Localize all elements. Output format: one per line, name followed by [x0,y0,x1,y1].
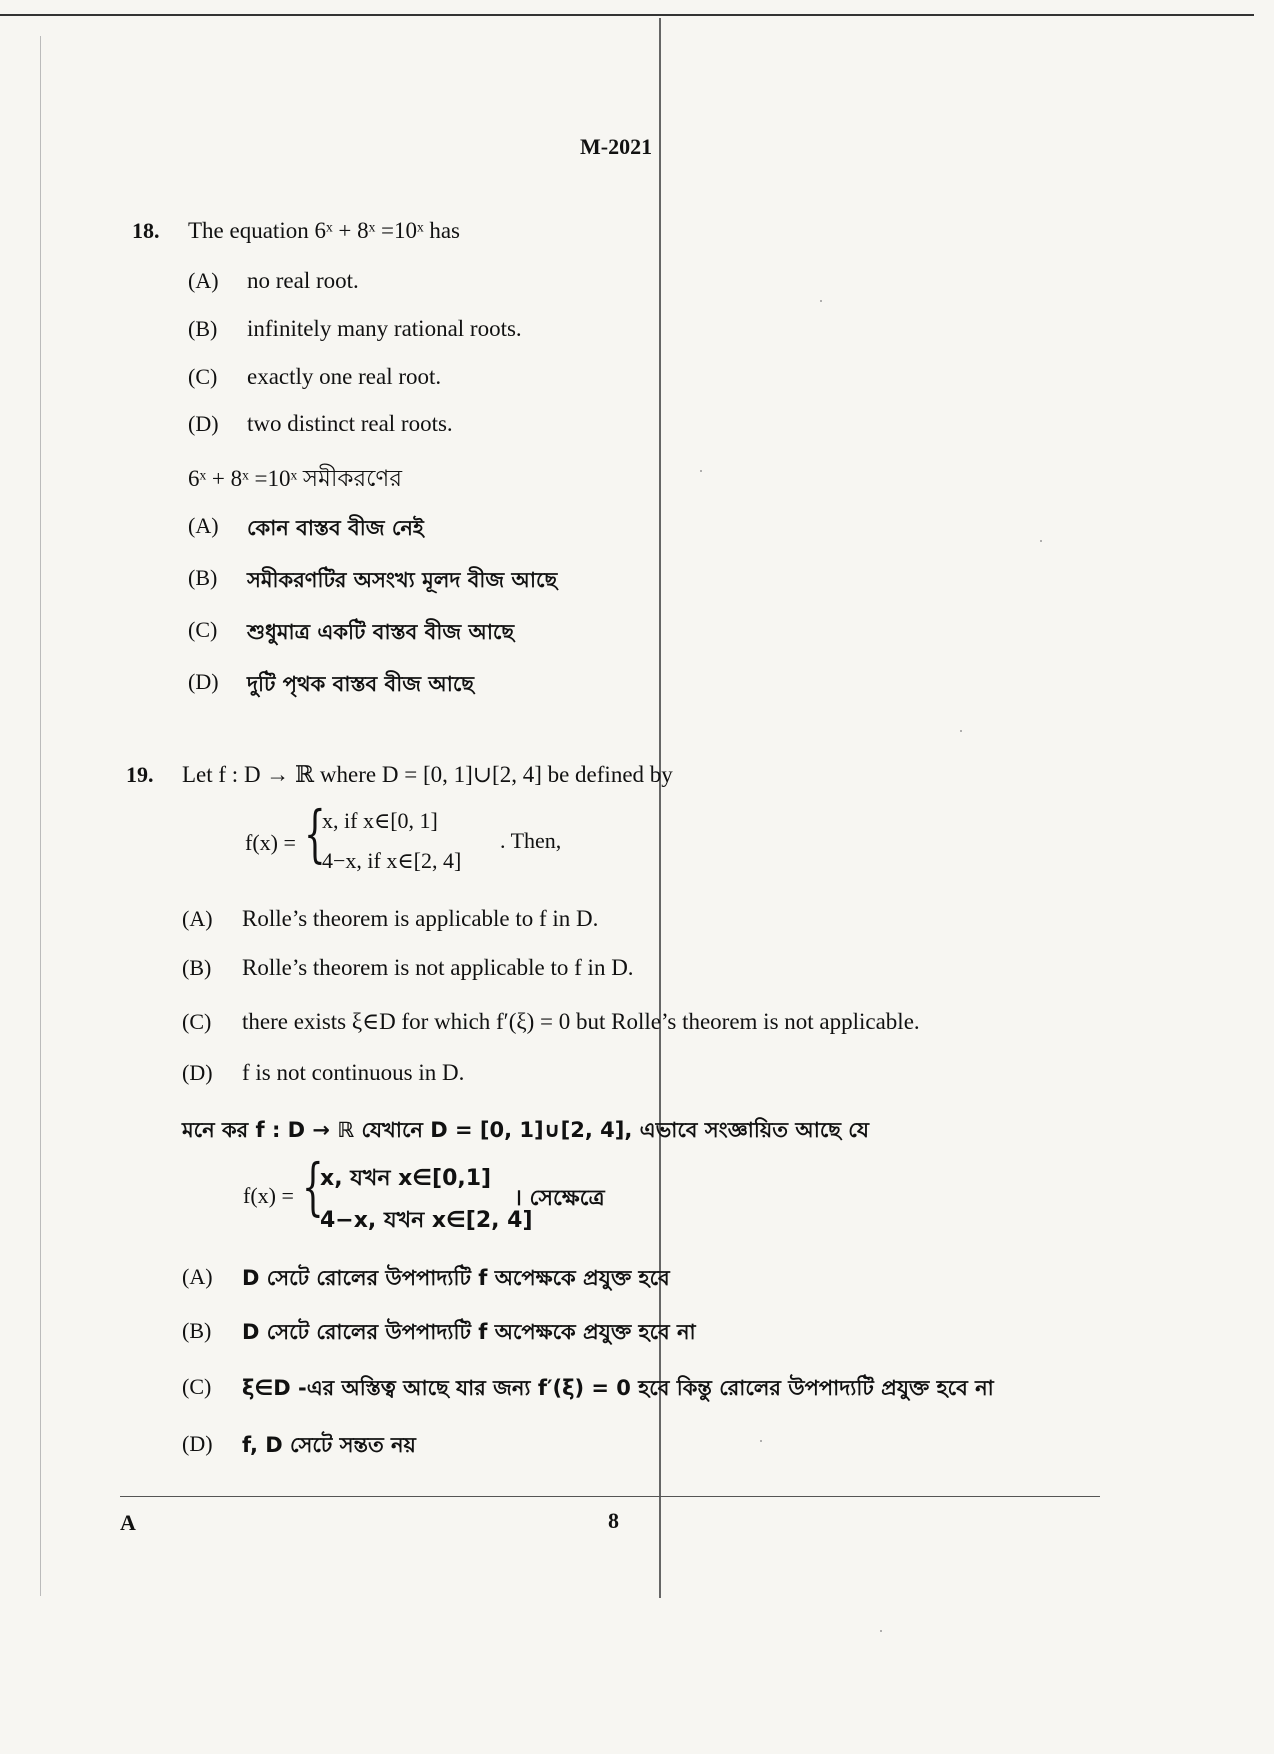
option-label: (B) [182,1318,212,1343]
option-label: (A) [182,1264,213,1289]
option-text: exactly one real root. [247,364,442,389]
case-1: x, যখন x∈[0,1] [320,1166,492,1191]
option-text: there exists ξ∈D for which f′(ξ) = 0 but Rolle’s theorem is not applicable. [242,1009,920,1034]
exam-code: M-2021 [580,134,653,159]
option-label: (C) [182,1009,212,1034]
footer-rule [120,1496,1100,1497]
scan-speck [700,470,702,472]
option-text: infinitely many rational roots. [247,316,522,341]
case-2: 4−x, যখন x∈[2, 4] [320,1208,533,1233]
option-text-bn: D সেটে রোলের উপপাদ্যটি f অপেক্ষকে প্রযুক্ত হবে না [242,1320,696,1344]
option-label: (D) [188,411,219,436]
option-label: (A) [182,906,213,931]
scan-speck [880,1630,882,1632]
option-text: Rolle’s theorem is not applicable to f in D. [242,955,634,980]
option-label: (B) [188,565,218,590]
option-label: (C) [188,617,218,642]
option-label: (A) [188,513,219,538]
option-text: Rolle’s theorem is applicable to f in D. [242,906,599,931]
option-label: (B) [188,316,218,341]
scan-speck [1040,540,1042,542]
option-text-bn: সমীকরণটির অসংখ্য মূলদ বীজ আছে [247,568,558,592]
question-stem-bn: 6ˣ + 8ˣ =10ˣ সমীকরণের [188,466,402,491]
option-text-bn: কোন বাস্তব বীজ নেই [247,516,424,540]
definition-tail: . Then, [500,828,562,853]
option-label: (C) [188,364,218,389]
question-number: 18. [132,218,160,243]
page-number: 8 [608,1508,619,1533]
scan-speck [820,300,822,302]
scan-speck [760,1440,762,1442]
option-label: (D) [182,1060,213,1085]
option-label: (A) [188,268,219,293]
question-stem-en: The equation 6ˣ + 8ˣ =10ˣ has [188,218,461,243]
question-stem-en: Let f : D → ℝ where D = [0, 1]∪[2, 4] be defined by [182,762,673,787]
definition-tail: । সেক্ষেত্রে [514,1186,605,1211]
option-text-bn: দুটি পৃথক বাস্তব বীজ আছে [247,672,474,696]
option-label: (D) [188,669,219,694]
option-text-bn: f, D সেটে সন্তত নয় [242,1433,416,1457]
page-fold-line [659,18,661,1598]
function-lhs: f(x) = [243,1183,294,1208]
function-lhs: f(x) = [245,830,296,855]
question-stem-bn: মনে কর f : D → ℝ যেখানে D = [0, 1]∪[2, 4], এভাবে সংজ্ঞায়িত আছে যে [182,1118,869,1142]
left-brace: { [302,1150,324,1223]
left-margin-line [40,36,41,1596]
option-text: no real root. [247,268,359,293]
top-rule [0,14,1254,16]
option-text: f is not continuous in D. [242,1060,465,1085]
option-text-bn: ξ∈D -এর অস্তিত্ব আছে যার জন্য f′(ξ) = 0 হবে কিন্তু রোলের উপপাদ্যটি প্রযুক্ত হবে না [242,1376,994,1400]
scan-speck [960,730,962,732]
option-label: (B) [182,955,212,980]
case-2: 4−x, if x∈[2, 4] [322,848,462,873]
case-1: x, if x∈[0, 1] [322,808,438,833]
option-text: two distinct real roots. [247,411,453,436]
left-brace: { [304,797,326,870]
option-text-bn: D সেটে রোলের উপপাদ্যটি f অপেক্ষকে প্রযুক্ত হবে [242,1266,670,1290]
option-text-bn: শুধুমাত্র একটি বাস্তব বীজ আছে [247,620,515,644]
set-label: A [120,1510,136,1535]
question-number: 19. [126,762,154,787]
option-label: (C) [182,1374,212,1399]
option-label: (D) [182,1431,213,1456]
